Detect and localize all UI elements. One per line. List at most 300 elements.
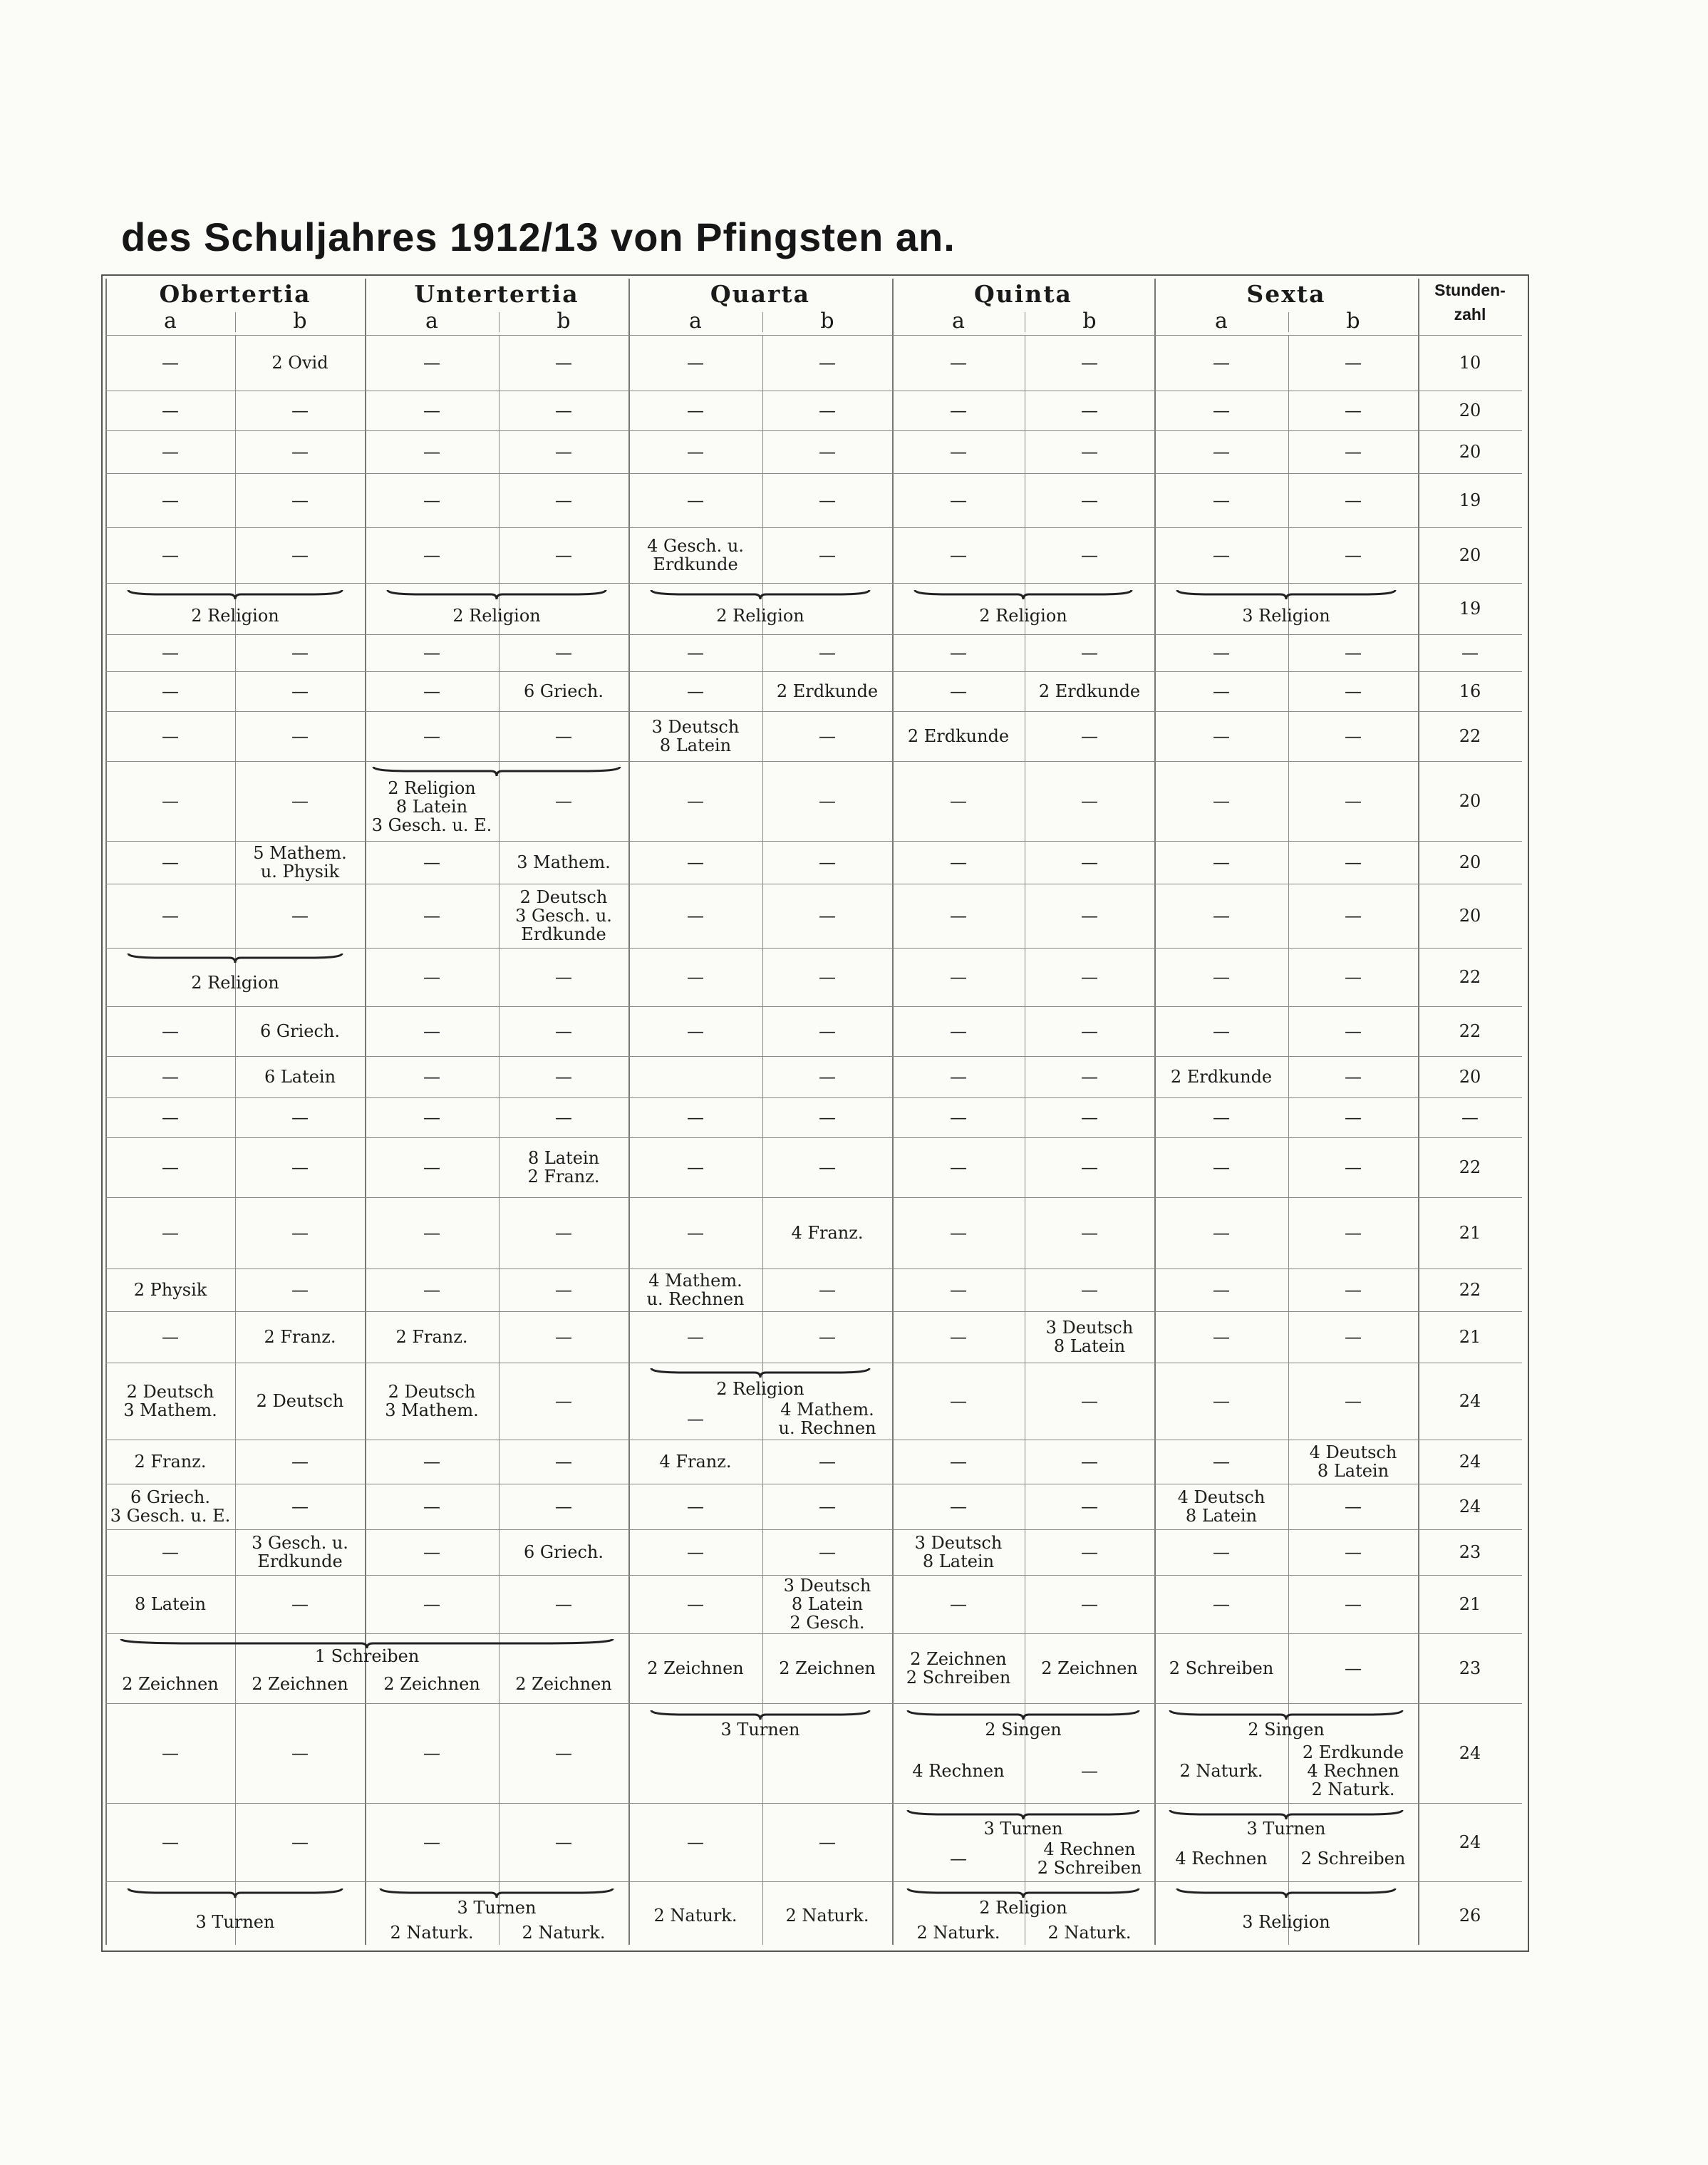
header-quarta: Quarta — [710, 280, 811, 308]
table-cell: 2 Naturk. — [390, 1922, 474, 1943]
table-cell: — — [1081, 1107, 1098, 1127]
table-cell: — — [1081, 1223, 1098, 1243]
span-cell: 2 Religion — [716, 606, 804, 626]
table-cell: — — [555, 726, 572, 746]
header-obertertia-a: a — [164, 309, 177, 334]
table-cell: 6 Griech. 3 Gesch. u. E. — [110, 1487, 231, 1526]
table-cell: — — [819, 490, 836, 510]
table-cell: — — [819, 906, 836, 926]
table-cell: — — [1345, 643, 1362, 663]
table-cell: — — [687, 353, 704, 373]
table-cell: — — [1345, 726, 1362, 746]
table-cell: — — [819, 643, 836, 663]
header-quinta-b: b — [1082, 309, 1097, 334]
row-total: 20 — [1459, 1067, 1481, 1087]
span-cell: 2 Religion — [191, 606, 279, 626]
table-cell: — — [162, 681, 179, 701]
table-cell: 4 Gesch. u. Erdkunde — [647, 536, 744, 574]
table-cell: 6 Griech. — [524, 1542, 604, 1562]
table-cell: — — [162, 643, 179, 663]
table-cell: — — [819, 353, 836, 373]
row-total: 24 — [1459, 1497, 1481, 1516]
table-cell: — — [555, 791, 572, 811]
table-cell: 3 Deutsch 8 Latein — [1045, 1318, 1134, 1356]
table-cell: — — [555, 1743, 572, 1763]
span-cell: 1 Schreiben — [314, 1646, 420, 1666]
table-cell: — — [162, 1107, 179, 1127]
header-stunden: Stunden- — [1434, 281, 1506, 299]
header-quinta-a: a — [952, 309, 965, 334]
row-total: 19 — [1459, 599, 1481, 619]
table-cell: — — [819, 442, 836, 462]
table-cell: — — [1345, 906, 1362, 926]
table-cell: — — [291, 442, 309, 462]
table-cell: 2 Deutsch 3 Gesch. u. Erdkunde — [515, 887, 612, 944]
row-total: 10 — [1459, 353, 1481, 373]
table-cell: — — [1345, 442, 1362, 462]
table-cell: — — [1345, 1021, 1362, 1041]
table-cell: — — [555, 1327, 572, 1347]
table-cell: — — [819, 852, 836, 872]
table-cell: — — [1345, 1280, 1362, 1300]
timetable-grid — [105, 279, 1522, 1945]
header-untertertia-b: b — [557, 309, 571, 334]
table-cell: — — [1081, 1157, 1098, 1177]
cell-quarta-b: 4 Mathem. u. Rechnen — [778, 1400, 876, 1438]
header-sexta: Sexta — [1246, 280, 1326, 308]
table-cell: — — [819, 1157, 836, 1177]
table-cell: — — [1213, 1391, 1230, 1411]
row-total: 20 — [1459, 906, 1481, 926]
table-cell: — — [291, 401, 309, 420]
header-obertertia-b: b — [293, 309, 307, 334]
table-cell: — — [423, 681, 440, 701]
table-cell: — — [162, 791, 179, 811]
table-cell: 2 Erdkunde — [1170, 1067, 1273, 1087]
table-cell: — — [1345, 1327, 1362, 1347]
table-cell: — — [555, 1832, 572, 1852]
table-cell: — — [1213, 1021, 1230, 1041]
table-cell: — — [1345, 1658, 1362, 1678]
table-cell: — — [950, 1280, 967, 1300]
table-cell: — — [1081, 1280, 1098, 1300]
table-cell: — — [423, 490, 440, 510]
table-cell: — — [1081, 1594, 1098, 1614]
table-cell: 3 Deutsch 8 Latein 2 Gesch. — [783, 1576, 871, 1633]
table-cell: — — [950, 442, 967, 462]
table-cell: 4 Rechnen — [1175, 1849, 1268, 1869]
table-cell: 2 Zeichnen — [515, 1674, 612, 1694]
table-cell: — — [555, 353, 572, 373]
table-cell: 2 Deutsch — [256, 1391, 344, 1411]
table-cell: — — [950, 1223, 967, 1243]
span-cell: 3 Turnen — [457, 1898, 537, 1918]
row-total: 22 — [1459, 726, 1481, 746]
table-cell: — — [423, 1832, 440, 1852]
table-cell: — — [555, 490, 572, 510]
header-sexta-b: b — [1346, 309, 1360, 334]
table-cell: — — [950, 1107, 967, 1127]
table-cell: 2 Zeichnen — [383, 1674, 480, 1694]
table-cell: — — [819, 726, 836, 746]
table-cell: 2 Zeichnen — [779, 1658, 876, 1678]
table-cell: — — [1081, 1761, 1098, 1781]
table-cell: — — [950, 401, 967, 420]
table-cell: — — [423, 1067, 440, 1087]
table-cell: — — [1213, 1327, 1230, 1347]
table-cell: 2 Franz. — [264, 1327, 336, 1347]
table-cell: — — [1345, 1223, 1362, 1243]
table-cell: — — [1213, 1157, 1230, 1177]
table-cell: — — [555, 1594, 572, 1614]
table-cell: 2 Naturk. — [1179, 1761, 1263, 1781]
row-total: 24 — [1459, 1743, 1481, 1763]
table-cell: 2 Naturk. — [916, 1922, 1000, 1943]
row-total: 23 — [1459, 1658, 1481, 1678]
table-cell: 2 Religion 8 Latein 3 Gesch. u. E. — [371, 778, 492, 835]
header-zahl: zahl — [1454, 305, 1486, 324]
table-cell: — — [1213, 1223, 1230, 1243]
table-cell: — — [555, 545, 572, 565]
table-cell: — — [687, 490, 704, 510]
row-total: 20 — [1459, 401, 1481, 420]
table-cell: 2 Naturk. — [785, 1905, 869, 1926]
table-cell: 2 Franz. — [134, 1452, 207, 1472]
table-cell: — — [1213, 1542, 1230, 1562]
table-cell: — — [423, 401, 440, 420]
table-cell: — — [555, 1067, 572, 1087]
row-total: 26 — [1459, 1905, 1481, 1926]
page-title: des Schuljahres 1912/13 von Pfingsten an. — [121, 215, 956, 259]
table-cell: 5 Mathem. u. Physik — [253, 843, 347, 882]
table-cell: — — [950, 1594, 967, 1614]
table-cell: — — [423, 906, 440, 926]
table-cell: — — [1213, 906, 1230, 926]
table-cell: — — [1081, 353, 1098, 373]
table-cell: 2 Zeichnen — [647, 1658, 744, 1678]
table-cell: — — [162, 1067, 179, 1087]
span-cell: 3 Turnen — [983, 1819, 1063, 1839]
table-cell: — — [291, 545, 309, 565]
table-cell: — — [687, 967, 704, 987]
span-cell: 2 Singen — [1248, 1720, 1325, 1740]
table-cell: — — [162, 401, 179, 420]
row-total: 24 — [1459, 1391, 1481, 1411]
table-cell: 4 Rechnen — [912, 1761, 1005, 1781]
table-cell: — — [162, 1021, 179, 1041]
span-cell: 3 Turnen — [195, 1911, 275, 1932]
table-cell: — — [555, 1452, 572, 1472]
row-rule — [105, 583, 1522, 584]
table-cell: 2 Naturk. — [522, 1922, 606, 1943]
header-subdivider — [499, 312, 500, 332]
table-cell: — — [950, 1452, 967, 1472]
table-cell: — — [687, 681, 704, 701]
table-cell: — — [950, 643, 967, 663]
table-cell: — — [162, 1743, 179, 1763]
row-total: — — [1461, 643, 1479, 663]
header-subdivider — [1288, 312, 1289, 332]
table-cell: 2 Physik — [133, 1280, 207, 1300]
table-cell: 2 Naturk. — [653, 1905, 737, 1926]
table-cell: 2 Deutsch 3 Mathem. — [123, 1382, 217, 1420]
table-cell: — — [1345, 401, 1362, 420]
table-cell: — — [950, 906, 967, 926]
row-total: 22 — [1459, 967, 1481, 987]
table-cell: — — [291, 1497, 309, 1516]
table-cell: — — [162, 545, 179, 565]
table-cell: — — [950, 353, 967, 373]
table-cell: 4 Deutsch 8 Latein — [1177, 1487, 1266, 1526]
table-cell: — — [423, 1107, 440, 1127]
table-cell: — — [1213, 1452, 1230, 1472]
span-cell: 3 Turnen — [1246, 1819, 1326, 1839]
table-cell: — — [819, 1021, 836, 1041]
table-cell: — — [423, 852, 440, 872]
table-cell: — — [1345, 545, 1362, 565]
span-cell: 3 Religion — [1242, 606, 1330, 626]
row-total: 21 — [1459, 1594, 1481, 1614]
table-cell: — — [950, 1021, 967, 1041]
table-cell: — — [291, 726, 309, 746]
table-cell: — — [423, 1594, 440, 1614]
table-cell: — — [555, 1021, 572, 1041]
table-cell: — — [162, 1327, 179, 1347]
table-cell: 3 Gesch. u. Erdkunde — [252, 1533, 348, 1571]
table-cell: — — [162, 353, 179, 373]
table-cell: — — [1213, 791, 1230, 811]
table-cell: — — [1213, 1280, 1230, 1300]
table-cell: — — [819, 967, 836, 987]
table-cell: — — [1345, 1157, 1362, 1177]
table-cell: 4 Franz. — [791, 1223, 864, 1243]
table-cell: 3 Deutsch 8 Latein — [914, 1533, 1003, 1571]
table-cell: — — [162, 852, 179, 872]
table-cell: — — [1081, 545, 1098, 565]
table-cell: — — [291, 1743, 309, 1763]
table-cell: — — [162, 1157, 179, 1177]
span-cell: 2 Singen — [985, 1720, 1062, 1740]
row-total: 20 — [1459, 545, 1481, 565]
table-cell: — — [291, 1452, 309, 1472]
table-cell: — — [1213, 442, 1230, 462]
table-cell: — — [1213, 353, 1230, 373]
table-cell: 2 Franz. — [395, 1327, 468, 1347]
table-cell: — — [1213, 681, 1230, 701]
table-cell: 6 Griech. — [524, 681, 604, 701]
table-cell: — — [687, 1594, 704, 1614]
row-total: 22 — [1459, 1157, 1481, 1177]
table-cell: — — [423, 1542, 440, 1562]
table-cell: — — [687, 791, 704, 811]
table-cell: — — [1345, 1497, 1362, 1516]
header-sexta-a: a — [1215, 309, 1228, 334]
table-cell: — — [1081, 967, 1098, 987]
table-cell: — — [1081, 1452, 1098, 1472]
table-cell: 2 Deutsch 3 Mathem. — [385, 1382, 479, 1420]
table-cell: — — [819, 1542, 836, 1562]
table-cell: — — [687, 643, 704, 663]
table-cell: — — [819, 1107, 836, 1127]
span-cell: 3 Religion — [1242, 1911, 1330, 1932]
table-cell: — — [819, 1452, 836, 1472]
table-cell: — — [291, 1280, 309, 1300]
table-cell: 8 Latein 2 Franz. — [527, 1148, 600, 1187]
table-cell: — — [555, 442, 572, 462]
table-cell: — — [1081, 1542, 1098, 1562]
table-cell: — — [1081, 442, 1098, 462]
table-cell: 2 Naturk. — [1047, 1922, 1132, 1943]
table-cell: 2 Religion — [191, 973, 279, 993]
row-total: 21 — [1459, 1327, 1481, 1347]
table-cell: — — [950, 490, 967, 510]
table-cell: 4 Franz. — [659, 1452, 732, 1472]
table-cell: 3 Deutsch 8 Latein — [651, 717, 740, 755]
header-subdivider — [762, 312, 763, 332]
table-cell: — — [950, 1849, 967, 1869]
row-total: 20 — [1459, 852, 1481, 872]
table-cell: — — [423, 967, 440, 987]
table-cell: — — [950, 1327, 967, 1347]
table-cell: — — [687, 1157, 704, 1177]
table-cell: — — [1345, 1542, 1362, 1562]
table-cell: — — [291, 490, 309, 510]
row-total: 22 — [1459, 1280, 1481, 1300]
span-cell: 2 Religion — [716, 1379, 804, 1399]
table-cell: — — [819, 401, 836, 420]
table-cell: — — [1345, 791, 1362, 811]
table-cell: — — [291, 643, 309, 663]
table-cell: — — [423, 442, 440, 462]
table-cell: 2 Ovid — [271, 353, 328, 373]
table-cell: — — [162, 726, 179, 746]
table-cell: — — [687, 906, 704, 926]
header-obertertia: Obertertia — [159, 280, 311, 308]
table-cell: — — [819, 1497, 836, 1516]
table-cell: 4 Rechnen 2 Schreiben — [1037, 1839, 1142, 1878]
row-total: 22 — [1459, 1021, 1481, 1041]
table-cell: 2 Schreiben — [1300, 1849, 1406, 1869]
table-cell: — — [423, 353, 440, 373]
table-cell: — — [1081, 1021, 1098, 1041]
table-cell: — — [555, 1223, 572, 1243]
table-cell: 6 Latein — [264, 1067, 336, 1087]
table-cell: — — [1081, 852, 1098, 872]
row-total: — — [1461, 1107, 1479, 1127]
table-cell: — — [950, 967, 967, 987]
table-cell: — — [555, 1391, 572, 1411]
table-cell: — — [1081, 643, 1098, 663]
table-cell: 2 Zeichnen — [1041, 1658, 1138, 1678]
table-cell: — — [687, 1223, 704, 1243]
table-cell: — — [687, 852, 704, 872]
header-quarta-b: b — [820, 309, 834, 334]
table-cell: — — [950, 1157, 967, 1177]
table-cell: 2 Erdkunde 4 Rechnen 2 Naturk. — [1302, 1742, 1404, 1799]
table-cell: — — [1213, 643, 1230, 663]
span-cell: 2 Religion — [979, 1898, 1067, 1918]
table-cell: — — [1345, 681, 1362, 701]
row-total: 20 — [1459, 791, 1481, 811]
table-cell: 2 Zeichnen 2 Schreiben — [906, 1649, 1011, 1688]
table-cell: — — [423, 1157, 440, 1177]
header-untertertia: Untertertia — [414, 280, 579, 308]
table-cell: — — [423, 545, 440, 565]
table-cell: — — [950, 1067, 967, 1087]
table-cell: — — [1213, 967, 1230, 987]
table-cell: — — [423, 1280, 440, 1300]
row-total: 24 — [1459, 1452, 1481, 1472]
table-cell: — — [423, 1223, 440, 1243]
table-cell: — — [1081, 726, 1098, 746]
table-cell: — — [950, 791, 967, 811]
table-cell: — — [555, 401, 572, 420]
table-cell: — — [1081, 906, 1098, 926]
table-cell: 4 Deutsch 8 Latein — [1309, 1442, 1397, 1481]
table-cell: — — [423, 1743, 440, 1763]
table-cell: — — [687, 401, 704, 420]
table-cell: 2 Zeichnen — [252, 1674, 348, 1694]
table-cell: 2 Zeichnen — [122, 1674, 219, 1694]
table-cell: — — [687, 442, 704, 462]
table-cell: 2 Erdkunde — [1038, 681, 1141, 701]
span-cell: 2 Religion — [452, 606, 541, 626]
table-cell: — — [687, 1497, 704, 1516]
header-quinta: Quinta — [974, 280, 1072, 308]
row-total: 24 — [1459, 1832, 1481, 1852]
table-cell: — — [423, 1497, 440, 1516]
table-cell: 8 Latein — [134, 1594, 207, 1614]
table-cell: — — [1213, 726, 1230, 746]
table-cell: — — [1213, 852, 1230, 872]
table-cell: — — [423, 726, 440, 746]
table-cell: — — [162, 1542, 179, 1562]
table-cell: — — [291, 791, 309, 811]
table-cell: — — [291, 1157, 309, 1177]
table-cell: — — [687, 1021, 704, 1041]
table-cell: — — [819, 791, 836, 811]
header-subdivider — [235, 312, 236, 332]
table-cell: — — [291, 1223, 309, 1243]
table-cell: — — [1081, 1497, 1098, 1516]
cell-quarta-a: — — [687, 1409, 704, 1429]
table-cell: 4 Mathem. u. Rechnen — [646, 1271, 745, 1309]
table-cell: — — [423, 1452, 440, 1472]
table-cell: — — [950, 1391, 967, 1411]
row-total: 16 — [1459, 681, 1481, 701]
row-total: 19 — [1459, 490, 1481, 510]
table-cell: — — [555, 643, 572, 663]
table-cell: — — [950, 852, 967, 872]
row-total: 21 — [1459, 1223, 1481, 1243]
table-cell: — — [291, 1107, 309, 1127]
table-cell: — — [687, 1832, 704, 1852]
table-cell: — — [1213, 1107, 1230, 1127]
table-cell: — — [1081, 1391, 1098, 1411]
table-cell: — — [1081, 1067, 1098, 1087]
table-cell: — — [162, 1223, 179, 1243]
span-cell: 2 Religion — [979, 606, 1067, 626]
table-cell: — — [1345, 852, 1362, 872]
header-quarta-a: a — [689, 309, 702, 334]
table-cell: — — [819, 1280, 836, 1300]
table-cell: — — [555, 1497, 572, 1516]
table-cell: — — [291, 681, 309, 701]
table-cell: — — [819, 1327, 836, 1347]
table-cell: — — [819, 1832, 836, 1852]
table-cell: — — [555, 1107, 572, 1127]
table-cell: — — [1213, 401, 1230, 420]
